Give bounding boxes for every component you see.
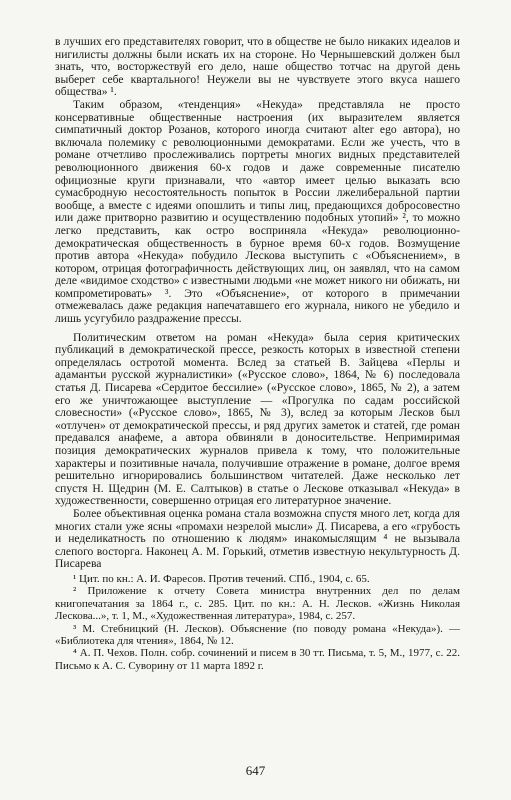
paragraph-2: Таким образом, «тенденция» «Некуда» представляла не просто консервативные общественные настроения (их выразителем является симпатичный доктор Розанов, которого иногда считают alter ego автора), но включала полемику с революционными демократами. Если же учесть, что в романе отчетливо прослеживались портреты многих видных представителей революционного движения 60-х годов и даже современные писателю официозные круги признавали, что «автор имеет целью выказать всю сумасбродную несостоятельность попыток в России лжелиберальной партии вообще, а вместе с идеями опошлить и типы лиц, предающихся добросовестно или даже притворно развитию и осуществлению подобных утопий» ², то можно легко представить, как остро восприняла «Некуда» революционно-демократическая общественность в бурное время 60-х годов. Возмущение против автора «Некуда» побудило Лескова выступить с «Объяснением», в котором, отрицая фотографичность действующих лиц, он заявлял, что на самом деле «видимое сходство» с известными людьми «не может никого ни обижать, ни компрометировать» ³. Это «Объяснение», от которого в примечании отмежевалась даже редакция напечатавшего его журнала, никого не убедило и лишь усугубило раздражение прессы. (55, 97, 460, 326)
footnote-2: ² Приложение к отчету Совета министра внутренних дел по делам книгопечатания за 1864 г., с. 285. Цит. по кн.: А. Н. Лесков. «Жизнь Николая Лескова...», т. 1, М., «Художественная литература», 1984, с. 257. (55, 585, 460, 623)
footnotes (55, 573, 460, 672)
page-number: 647 (245, 763, 266, 778)
footnote-4: ⁴ А. П. Чехов. Полн. собр. сочинений и писем в 30 тт. Письма, т. 5, М., 1977, с. 22. Письмо к А. С. Суворину от 11 марта 1892 г. (55, 647, 460, 672)
page-body (55, 36, 460, 672)
paragraph-1: в лучших его представителях говорит, что в обществе не было никаких идеалов и нигилисты должны были искать их на стороне. Но Чернышевский должен был знать, что, восторжествуй его дело, наше общество тотчас на другой день выберет себе квартального! Неужели вы не чувствуете этого вкуса нашего общества» ¹. (55, 35, 460, 99)
paragraph-3: Политическим ответом на роман «Некуда» была серия критических публикаций в демократической прессе, резкость которых в известной степени определялась остротой момента. Вслед за статьей В. Зайцева «Перлы и адамантьи русской журналистики» («Русское слово», 1864, № 6) последовала статья Д. Писарева «Сердитое бессилие» («Русское слово», 1865, № 2), а затем его же уничтожающее выступление — «Прогулка по садам российской словесности» («Русское слово», 1865, № 3), вслед за которым Лесков был «отлучен» от демократической прессы, и ряд других заметок и статей, где роман предавался анафеме, а автора обвиняли в доносительстве. Непримиримая позиция демократических журналов привела к тому, что положительные характеры и позитивные начала, получившие отражение в романе, долгое время решительно игнорировались большинством читателей. Даже несколько лет спустя Н. Щедрин (М. Е. Салтыков) в статье о Лескове отказывал «Некуда» в художественности, совершенно отрицая его литературное значение. (55, 330, 460, 508)
footnote-1: ¹ Цит. по кн.: А. И. Фаресов. Против течений. СПб., 1904, с. 65. (73, 572, 370, 585)
paragraph-4: Более объективная оценка романа стала возможна спустя много лет, когда для многих стали уже ясны «промахи незрелой мысли» Д. Писарева, а его «грубость и неделикатность по отношению к людям» инакомыслящим ⁴ не вызывала слепого восторга. Наконец А. М. Горький, отметив известную некультурность Д. Писарева (55, 506, 460, 571)
footnote-3: ³ М. Стебницкий (Н. Лесков). Объяснение (по поводу романа «Некуда»). — «Библиотека для чтения», 1864, № 12. (55, 622, 460, 647)
